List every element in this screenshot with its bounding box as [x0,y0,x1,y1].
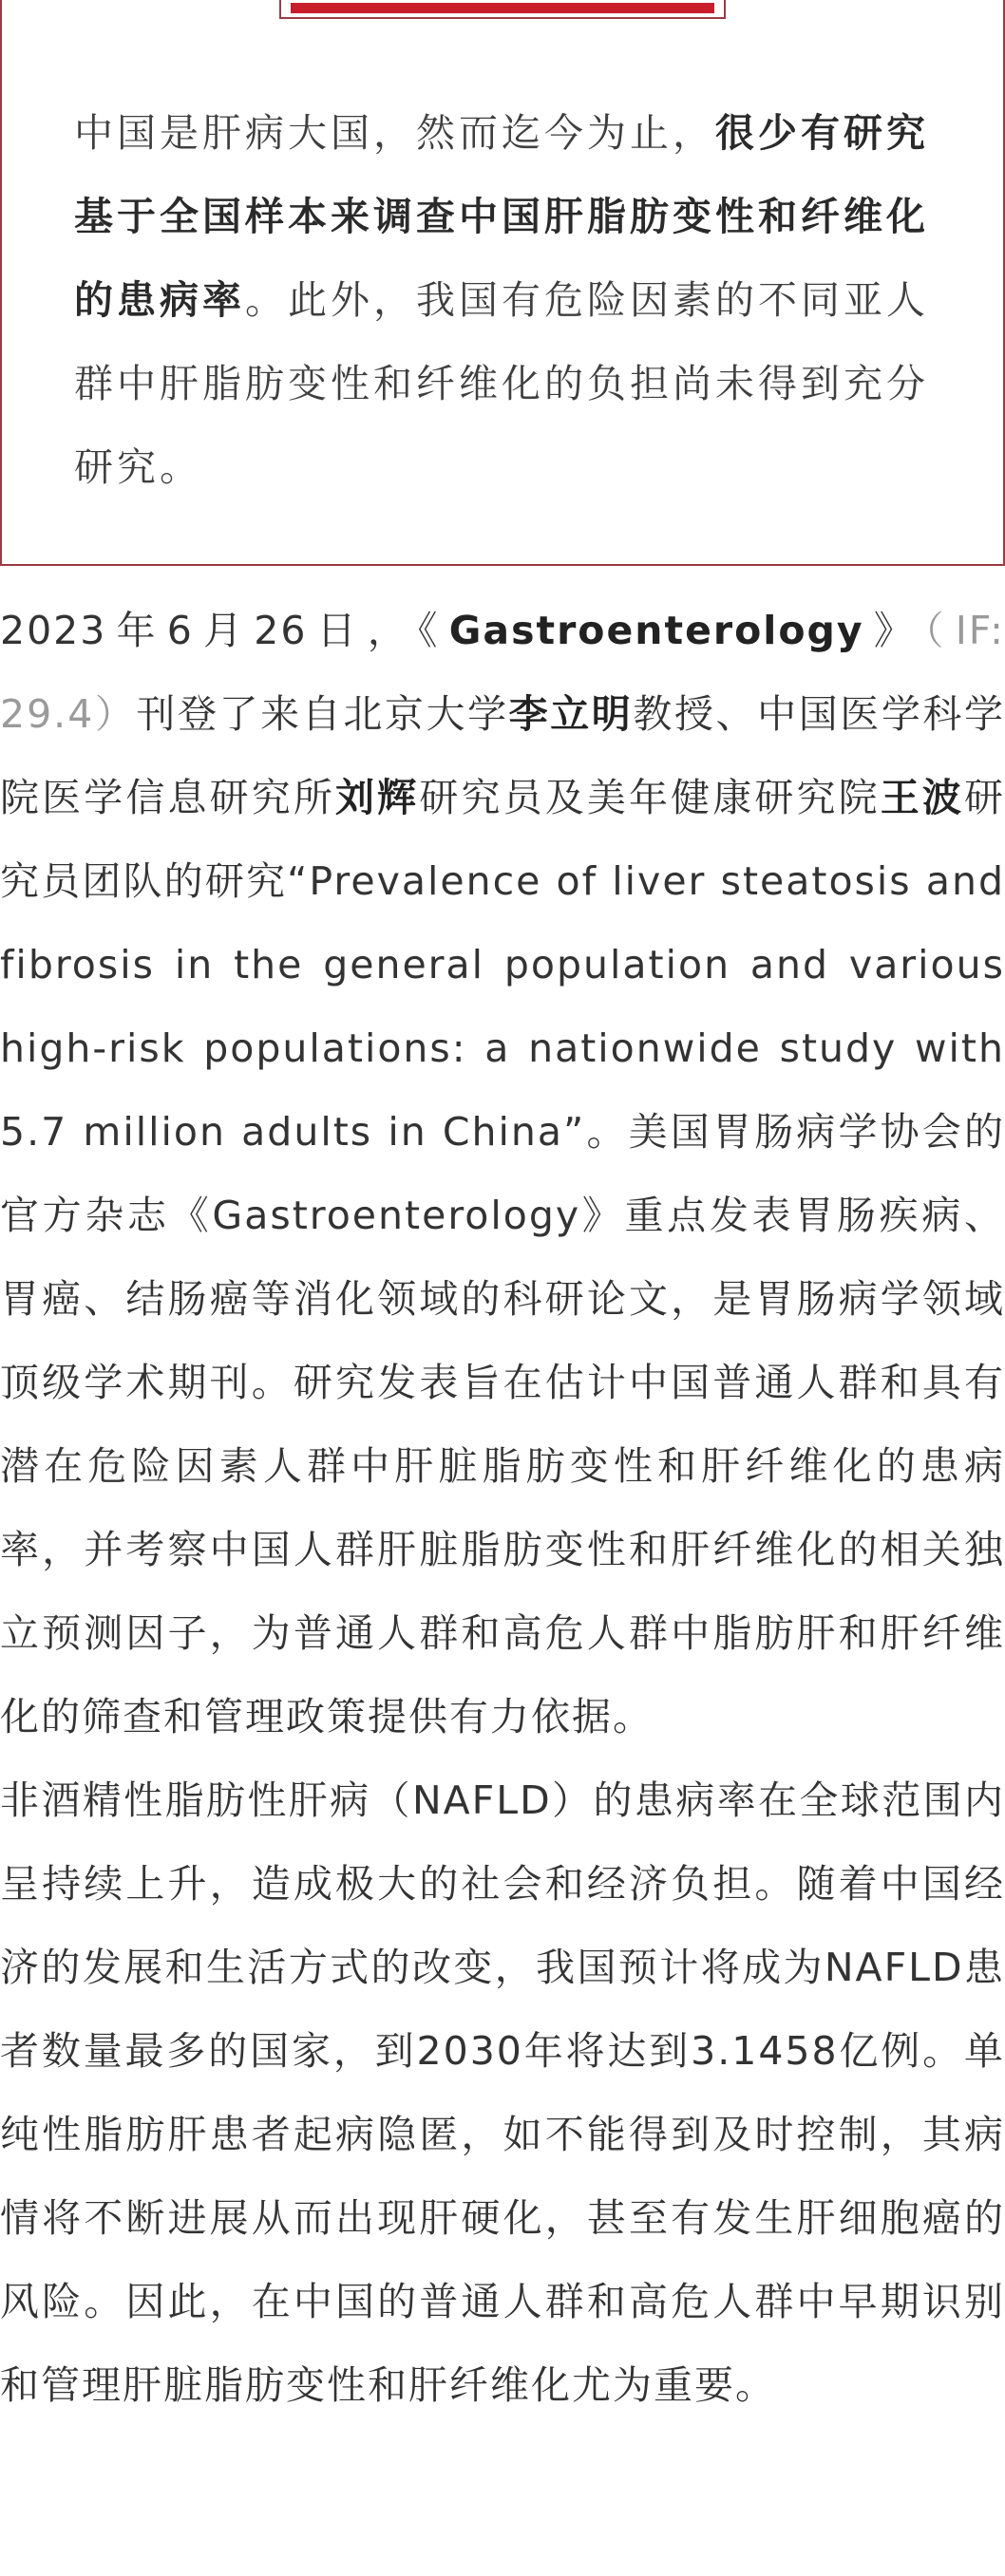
paragraph-1-text-c: 研究员及美年健康研究院 [419,775,881,820]
impact-factor: （IF: 29.4） [0,608,1005,737]
author-wang-bo: 王波 [880,775,965,820]
article-body [0,589,1005,2427]
callout-text-part2: 。此外，我国有危险因素的不同亚人群中肝脂肪变性和纤维化的负担尚未得到充分研究。 [74,277,929,490]
author-li-liming: 李立明 [508,691,634,737]
journal-close-bracket: 》 [863,608,924,653]
callout-accent-fill [291,3,714,13]
paragraph-1-text-a: 刊登了来自北京大学 [136,691,509,737]
publication-date: 2023年6月26日，《 [0,608,449,653]
paragraph-1-text-d: 研究员团队的研究“Prevalence of liver steatosis and fibrosis in the general population and various high-risk populations: a nationwide study with 5.7 million adults in China”。美国胃肠病学协会的官方杂志《Gastroenterology》重点发表胃肠疾病、胃癌、结肠癌等消化领域的科研论文，是胃肠病学领域顶级学术期刊。研究发表旨在估计中国普通人群和具有潜在危险因素人群中肝脏脂肪变性和肝纤维化的患病率，并考察中国人群肝脏脂肪变性和肝纤维化的相关独立预测因子，为普通人群和高危人群中脂肪肝和肝纤维化的筛查和管理政策提供有力依据。 [0,775,1005,1739]
article-paragraph-2: 非酒精性脂肪性肝病（NAFLD）的患病率在全球范围内呈持续上升，造成极大的社会和经济负担。随着中国经济的发展和生活方式的改变，我国预计将成为NAFLD患者数量最多的国家，到2030年将达到3.1458亿例。单纯性脂肪肝患者起病隐匿，如不能得到及时控制，其病情将不断进展从而出现肝硬化，甚至有发生肝细胞癌的风险。因此，在中国的普通人群和高危人群中早期识别和管理肝脏脂肪变性和肝纤维化尤为重要。 [0,1777,1005,2408]
journal-name: Gastroenterology [448,608,864,653]
callout-text [74,91,929,509]
callout-text-bold: 很少有研究基于全国样本来调查中国肝脂肪变性和纤维化的患病率 [74,110,929,323]
callout-top-accent-bar [279,0,726,19]
callout-text-part1: 中国是肝病大国，然而迄今为止， [74,110,715,156]
highlight-callout-box [0,0,1005,566]
paragraph-1-text-b: 教授、中国医学科学院医学信息研究所 [0,691,1005,820]
article-paragraph-1 [0,589,1005,1758]
author-liu-hui: 刘辉 [335,775,420,820]
